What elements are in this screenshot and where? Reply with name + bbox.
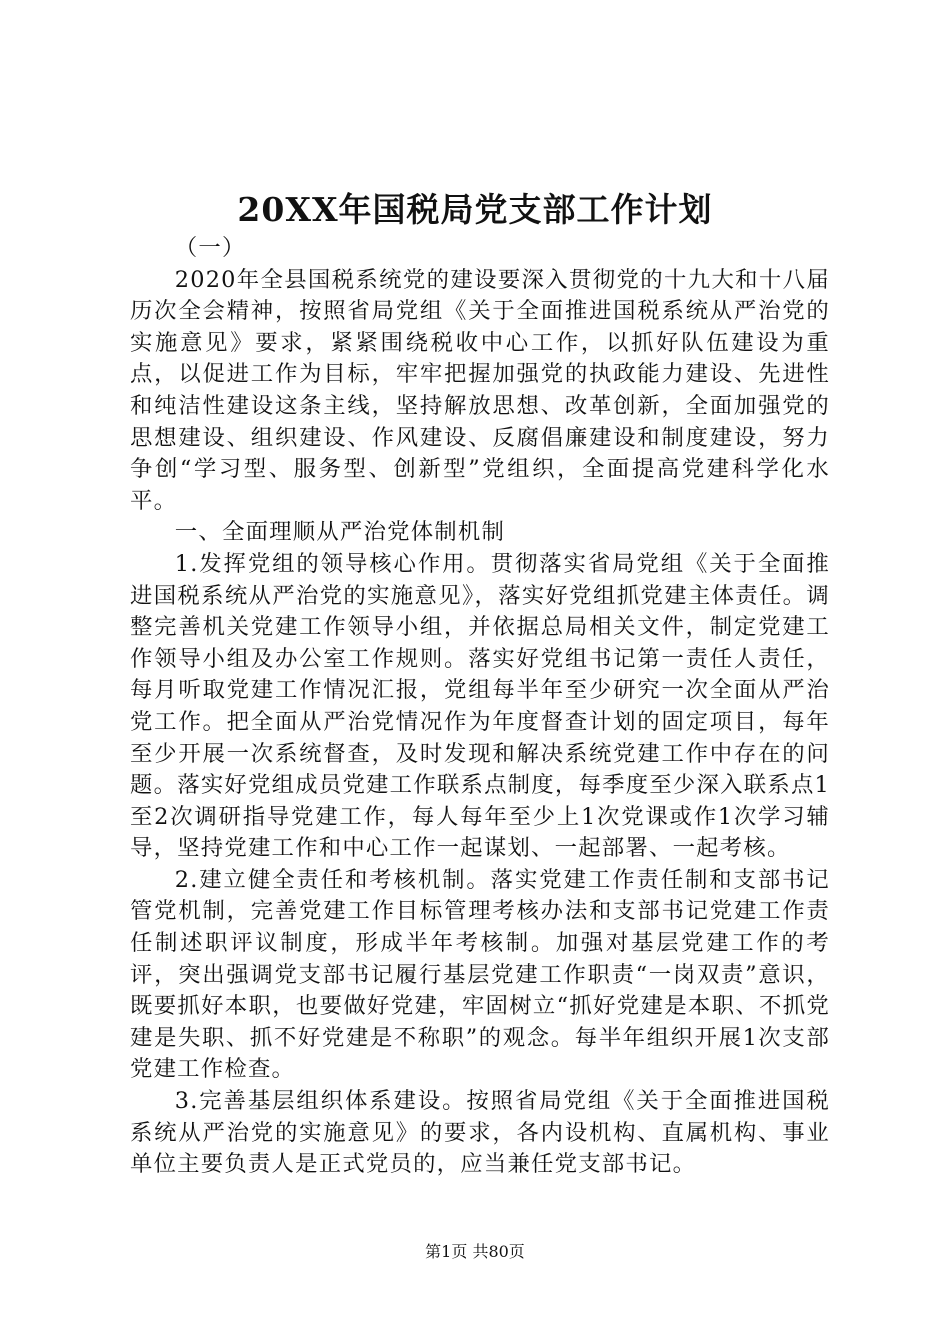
document-title: 20XX年国税局党支部工作计划 <box>237 190 713 229</box>
page-footer: 第1页 共80页 <box>425 1242 525 1261</box>
section-heading: 一、全面理顺从严治党体制机制 <box>174 519 506 546</box>
document-body <box>130 233 830 1181</box>
section-marker: （一） <box>174 235 246 261</box>
intro-paragraph: 2020年全县国税系统党的建设要深入贯彻党的十九大和十八届历次全会精神，按照省局党组《关于全面推进国税系统从严治党的实施意见》要求，紧紧围绕税收中心工作，以抓好队伍建设为重点，以促进工作为目标，牢牢把握加强党的执政能力建设、先进性和纯洁性建设这条主线，坚持解放思想、改革创新，全面加强党的思想建设、组织建设、作风建设、反腐倡廉建设和制度建设，努力争创“学习型、服务型、创新型”党组织，全面提高党建科学化水平。 <box>130 266 830 514</box>
item-2-paragraph: 2.建立健全责任和考核机制。落实党建工作责任制和支部书记管党机制，完善党建工作目标管理考核办法和支部书记党建工作责任制述职评议制度，形成半年考核制。加强对基层党建工作的考评，突出强调党支部书记履行基层党建工作职责“一岗双责”意识，既要抓好本职，也要做好党建，牢固树立“抓好党建是本职、不抓党建是失职、抓不好党建是不称职”的观念。每半年组织开展1次支部党建工作检查。 <box>130 866 830 1083</box>
item-1-paragraph: 1.发挥党组的领导核心作用。贯彻落实省局党组《关于全面推进国税系统从严治党的实施意见》，落实好党组抓党建主体责任。调整完善机关党建工作领导小组，并依据总局相关文件，制定党建工作领导小组及办公室工作规则。落实好党组书记第一责任人责任，每月听取党建工作情况汇报，党组每半年至少研究一次全面从严治党工作。把全面从严治党情况作为年度督查计划的固定项目，每年至少开展一次系统督查，及时发现和解决系统党建工作中存在的问题。落实好党组成员党建工作联系点制度，每季度至少深入联系点1至2次调研指导党建工作，每人每年至少上1次党课或作1次学习辅导，坚持党建工作和中心工作一起谋划、一起部署、一起考核。 <box>130 550 830 862</box>
item-3-paragraph: 3.完善基层组织体系建设。按照省局党组《关于全面推进国税系统从严治党的实施意见》的要求，各内设机构、直属机构、事业单位主要负责人是正式党员的，应当兼任党支部书记。 <box>130 1088 830 1178</box>
